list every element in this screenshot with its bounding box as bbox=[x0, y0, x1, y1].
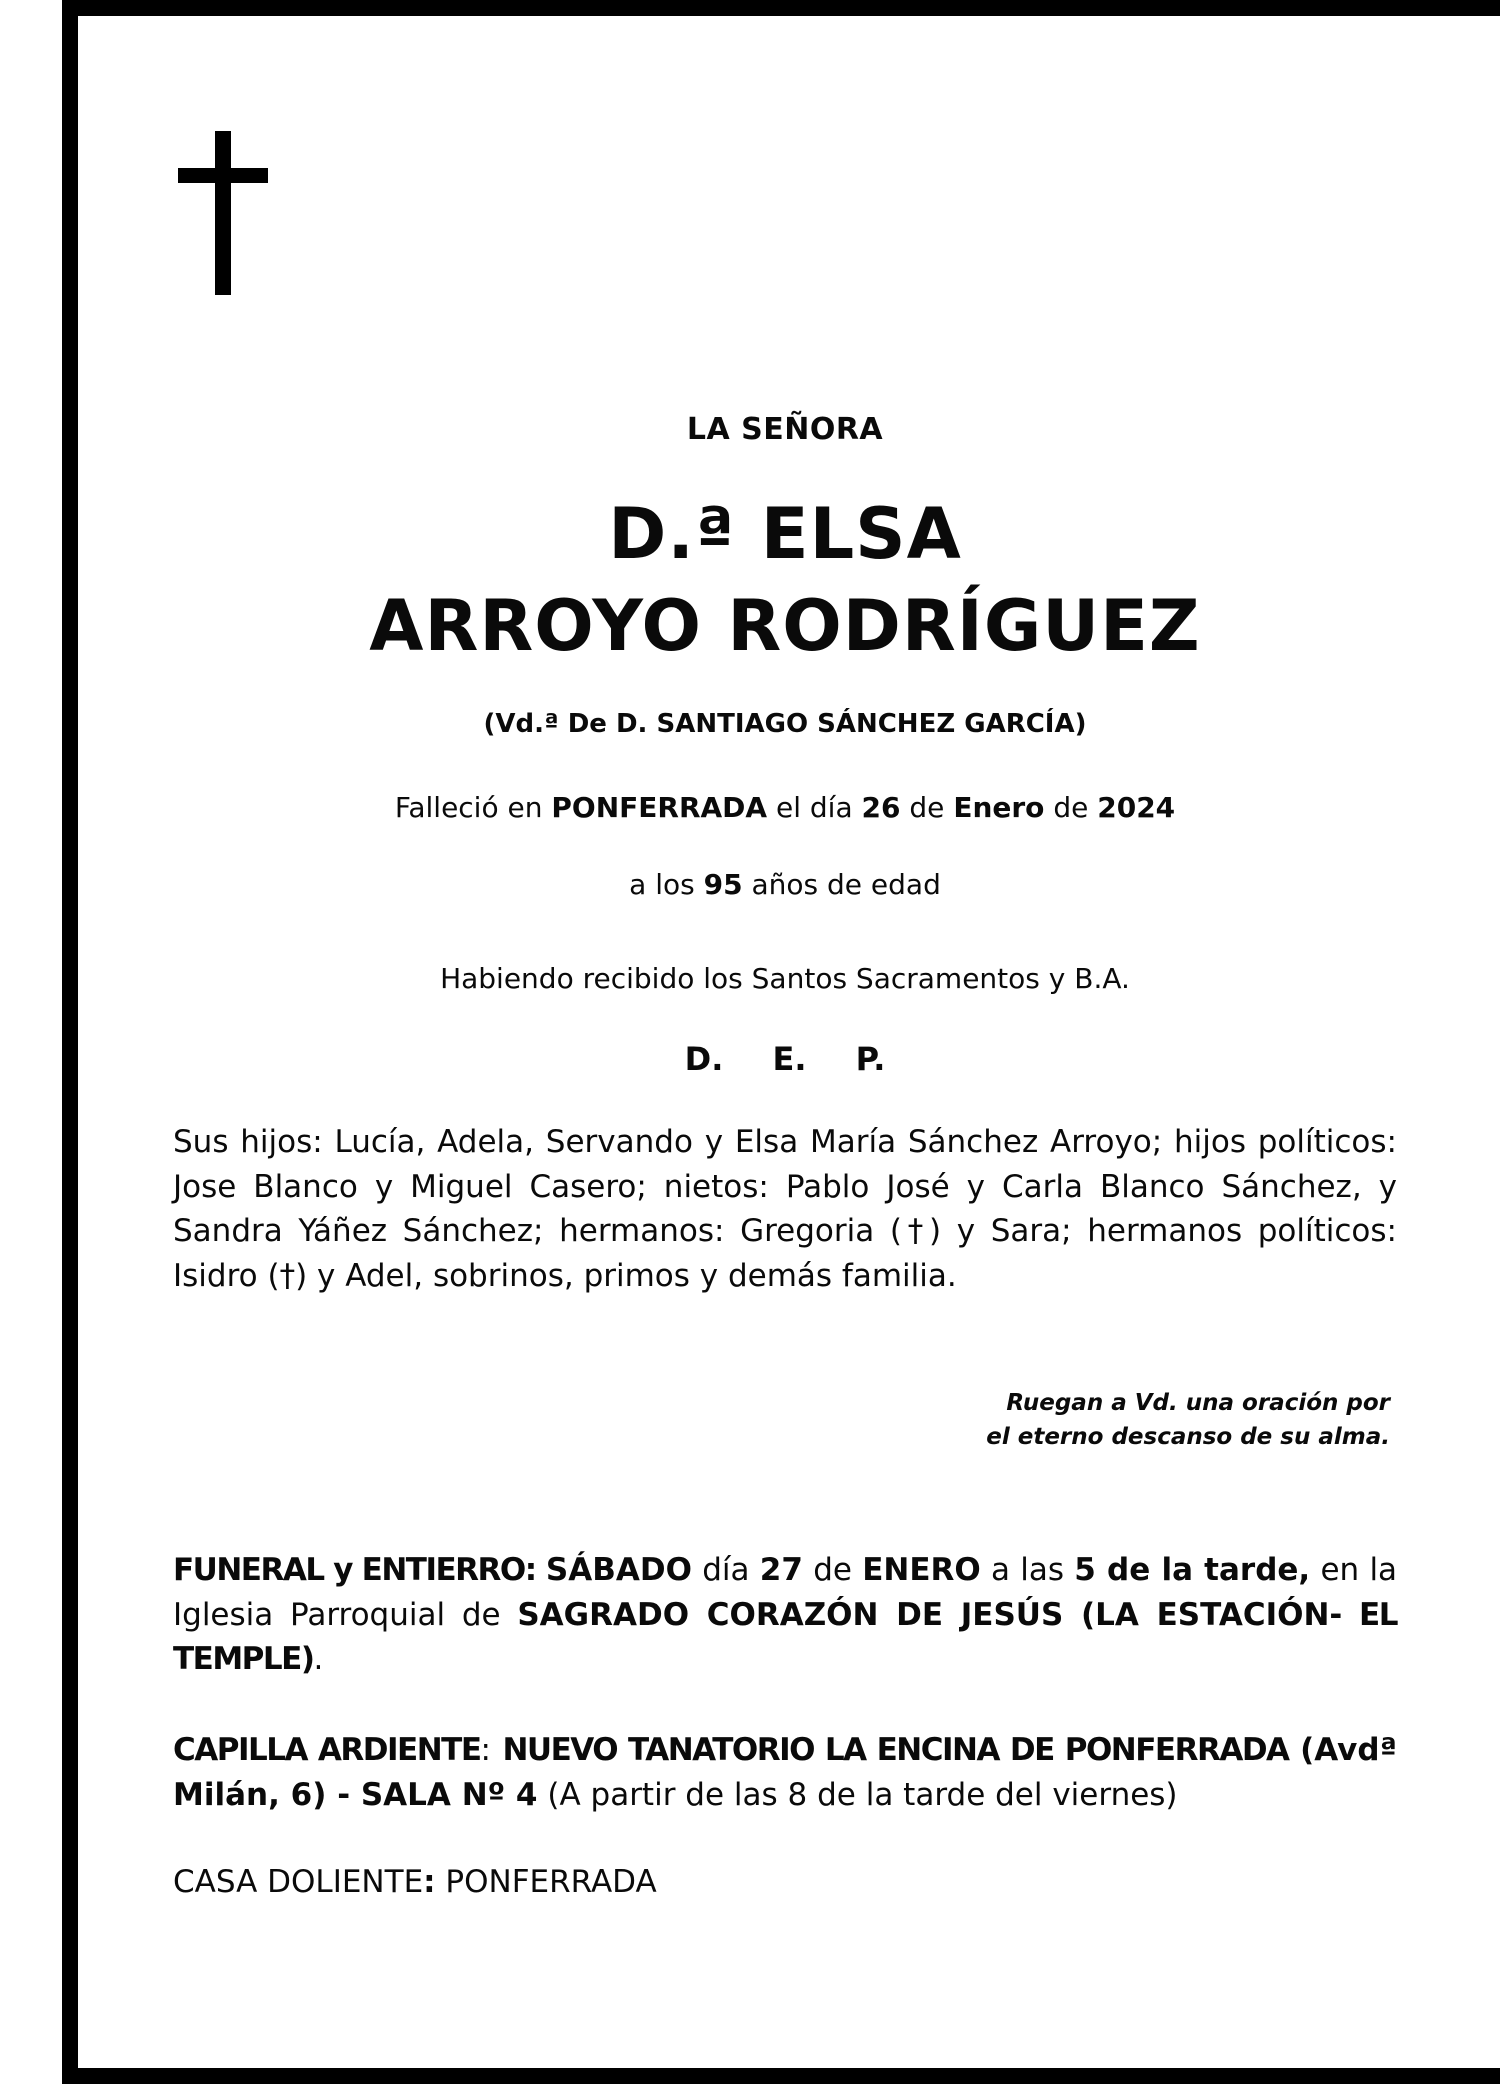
chapel-note: (A partir de las 8 de la tarde del viernes) bbox=[547, 1776, 1178, 1813]
death-line bbox=[173, 791, 1397, 824]
age-value: 95 bbox=[703, 868, 743, 901]
cross-icon-vertical bbox=[215, 131, 231, 295]
funeral-church-end: EL TEMPLE) bbox=[173, 1596, 1397, 1677]
deceased-name-first: D.ª ELSA bbox=[608, 493, 962, 575]
funeral-month: ENERO bbox=[862, 1552, 981, 1588]
house-colon: : bbox=[423, 1864, 436, 1900]
death-mid3: de bbox=[1053, 791, 1089, 824]
family-paragraph: Sus hijos: Lucía, Adela, Servando y Elsa María Sánchez Arroyo; hijos políticos: Jose Blanco y Miguel Casero; nietos: Pablo José y Carla Blanco Sánchez, y Sandra Yáñez Sánchez; hermanos: Gregoria (†) y Sara; hermanos políticos: Isidro (†) y Adel, sobrinos, primos y demás familia. bbox=[173, 1124, 1397, 1294]
widow-of: (Vd.ª De D. SANTIAGO SÁNCHEZ GARCÍA) bbox=[483, 709, 1087, 739]
chapel-colon: : bbox=[480, 1732, 491, 1768]
house-label: CASA DOLIENTE bbox=[173, 1864, 424, 1900]
chapel-paragraph bbox=[173, 1728, 1397, 1817]
prayer-request bbox=[986, 1386, 1390, 1454]
funeral-t3: a las bbox=[991, 1552, 1065, 1588]
chapel-address: (Avdª Milán, 6) - SALA Nº 4 bbox=[173, 1732, 1397, 1813]
death-place: PONFERRADA bbox=[551, 791, 768, 824]
prayer-line-1: Ruegan a Vd. una oración por bbox=[1006, 1390, 1390, 1416]
funeral-t1: día bbox=[702, 1552, 750, 1588]
funeral-paragraph bbox=[173, 1548, 1397, 1682]
death-prefix: Falleció en bbox=[394, 791, 543, 824]
funeral-church: SAGRADO CORAZÓN DE JESÚS (LA ESTACIÓN- bbox=[517, 1596, 1343, 1633]
age-suffix: años de edad bbox=[751, 868, 941, 901]
funeral-weekday: SÁBADO bbox=[545, 1552, 692, 1588]
house-paragraph bbox=[173, 1860, 1397, 1905]
age-prefix: a los bbox=[629, 868, 695, 901]
house-place: PONFERRADA bbox=[445, 1864, 657, 1900]
funeral-end: . bbox=[313, 1641, 324, 1677]
funeral-label: FUNERAL y ENTIERRO: bbox=[173, 1552, 536, 1588]
chapel-place: NUEVO TANATORIO LA ENCINA DE PONFERRADA bbox=[502, 1732, 1289, 1768]
death-year: 2024 bbox=[1097, 791, 1176, 824]
death-mid2: de bbox=[909, 791, 945, 824]
dep-line: D. E. P. bbox=[684, 1040, 886, 1078]
funeral-t2: de bbox=[813, 1552, 852, 1588]
title: LA SEÑORA bbox=[686, 412, 884, 447]
death-mid1: el día bbox=[776, 791, 853, 824]
cross-icon-horizontal bbox=[178, 168, 268, 183]
age-line bbox=[173, 868, 1397, 901]
funeral-time: 5 de la tarde, bbox=[1074, 1552, 1311, 1588]
death-month: Enero bbox=[953, 791, 1045, 824]
chapel-label: CAPILLA ARDIENTE bbox=[173, 1732, 481, 1768]
deceased-name-surnames: ARROYO RODRÍGUEZ bbox=[369, 585, 1201, 667]
funeral-day: 27 bbox=[759, 1552, 803, 1588]
prayer-line-2: el eterno descanso de su alma. bbox=[986, 1424, 1390, 1450]
death-day: 26 bbox=[861, 791, 901, 824]
funeral-t4: en la Iglesia Parroquial de bbox=[173, 1552, 1398, 1633]
sacraments-line: Habiendo recibido los Santos Sacramentos y B.A. bbox=[440, 962, 1130, 995]
